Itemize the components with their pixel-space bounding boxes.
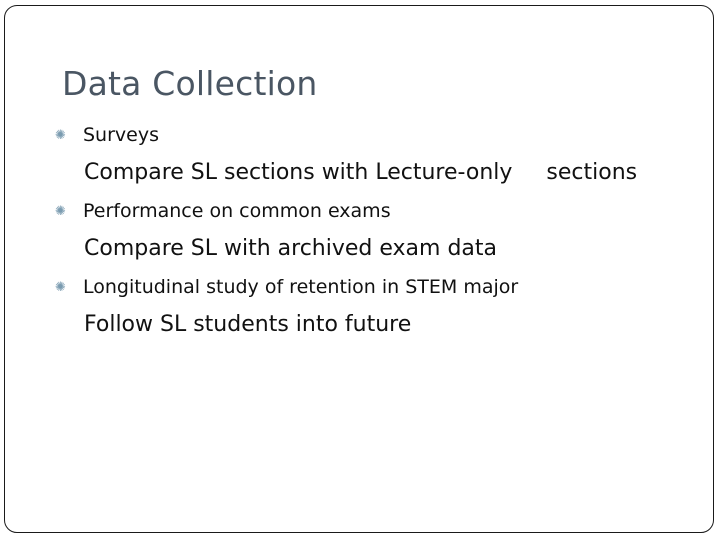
sub-item xyxy=(84,312,411,337)
bullet-item xyxy=(55,200,391,222)
bullet-label: Performance on common exams xyxy=(83,200,391,222)
bullet-icon: ✺ xyxy=(55,127,66,143)
bullet-item xyxy=(55,276,518,298)
sub-item xyxy=(84,160,637,185)
sub-item xyxy=(84,236,497,261)
slide xyxy=(4,5,714,533)
slide-title: Data Collection xyxy=(62,64,318,103)
bullet-item xyxy=(55,124,159,146)
sub-item-text: Compare SL sections with Lecture-only xyxy=(84,160,513,185)
bullet-icon: ✺ xyxy=(55,203,66,219)
bullet-label: Surveys xyxy=(83,124,159,146)
sub-item-text: Compare SL with archived exam data xyxy=(84,236,498,261)
sub-item-tail: sections xyxy=(546,160,638,185)
bullet-label: Longitudinal study of retention in STEM major xyxy=(83,276,519,298)
bullet-icon: ✺ xyxy=(55,279,66,295)
sub-item-text: Follow SL students into future xyxy=(84,312,412,337)
